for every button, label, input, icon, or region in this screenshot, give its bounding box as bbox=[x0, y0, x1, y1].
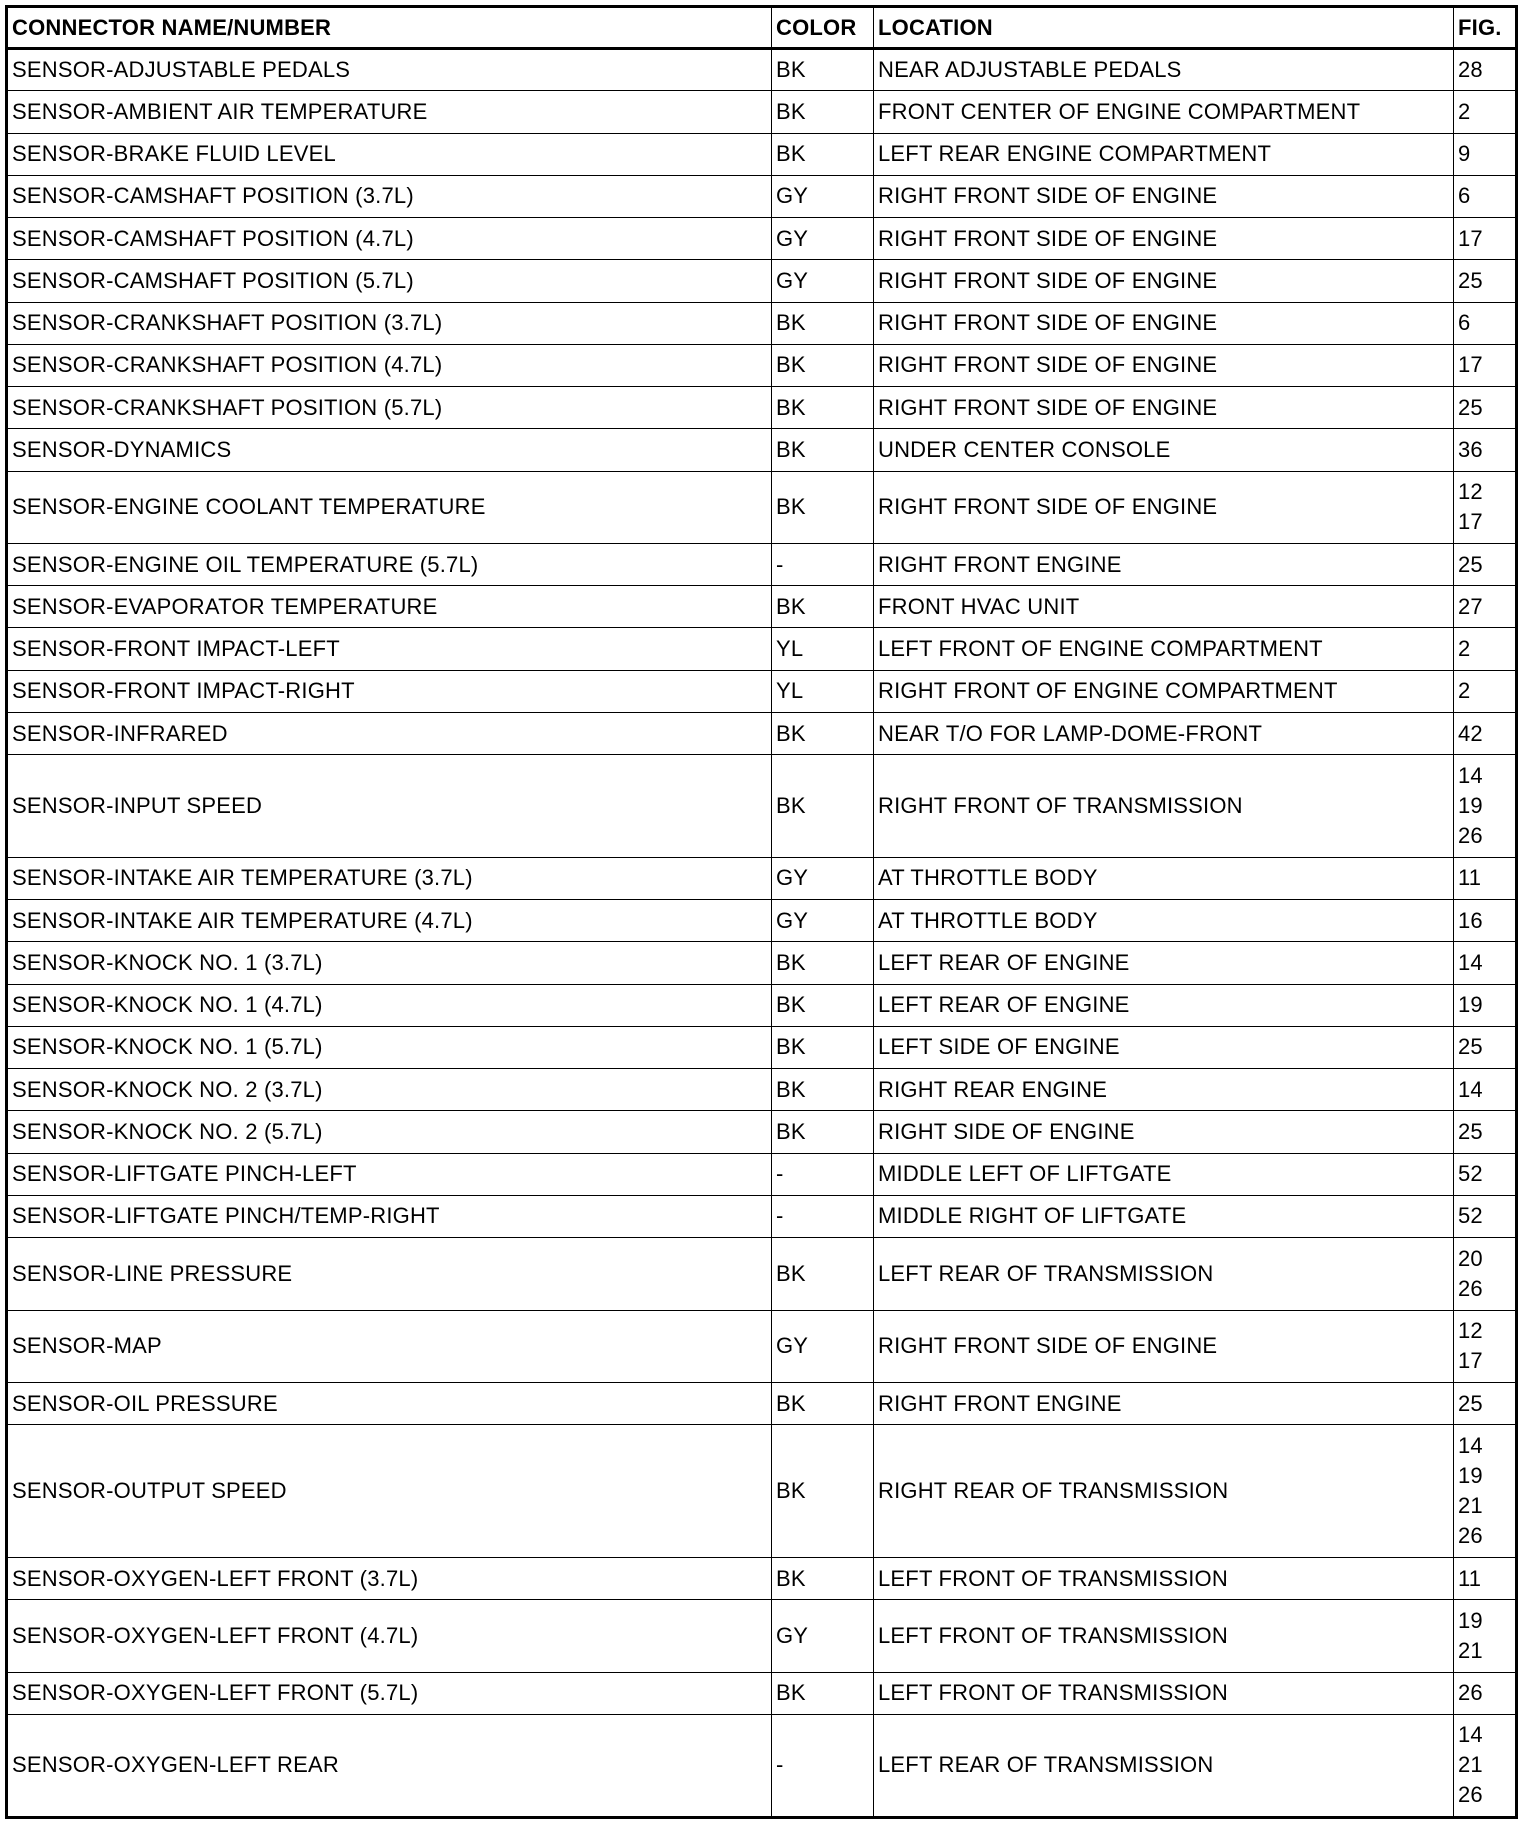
table-row bbox=[7, 1195, 1517, 1237]
color-cell: - bbox=[772, 543, 874, 585]
connector-name-cell: SENSOR-LINE PRESSURE bbox=[7, 1238, 772, 1310]
fig-cell bbox=[1454, 984, 1517, 1026]
fig-cell bbox=[1454, 1672, 1517, 1714]
location-cell: RIGHT FRONT OF TRANSMISSION bbox=[874, 755, 1454, 858]
color-cell: GY bbox=[772, 1310, 874, 1382]
location-cell: MIDDLE RIGHT OF LIFTGATE bbox=[874, 1195, 1454, 1237]
color-cell: YL bbox=[772, 670, 874, 712]
connector-name-cell: SENSOR-ENGINE OIL TEMPERATURE (5.7L) bbox=[7, 543, 772, 585]
location-cell: RIGHT REAR ENGINE bbox=[874, 1069, 1454, 1111]
table-row bbox=[7, 387, 1517, 429]
location-cell: RIGHT FRONT SIDE OF ENGINE bbox=[874, 471, 1454, 543]
location-cell: RIGHT SIDE OF ENGINE bbox=[874, 1111, 1454, 1153]
location-cell: LEFT FRONT OF TRANSMISSION bbox=[874, 1672, 1454, 1714]
location-cell: RIGHT FRONT OF ENGINE COMPARTMENT bbox=[874, 670, 1454, 712]
fig-cell bbox=[1454, 175, 1517, 217]
connector-name-cell: SENSOR-ENGINE COOLANT TEMPERATURE bbox=[7, 471, 772, 543]
table-row bbox=[7, 218, 1517, 260]
table-row bbox=[7, 543, 1517, 585]
location-cell: FRONT HVAC UNIT bbox=[874, 586, 1454, 628]
connector-name-cell: SENSOR-CAMSHAFT POSITION (5.7L) bbox=[7, 260, 772, 302]
fig-number: 17 bbox=[1458, 509, 1483, 535]
fig-cell bbox=[1454, 387, 1517, 429]
table-row bbox=[7, 984, 1517, 1026]
fig-number: 26 bbox=[1458, 1523, 1483, 1549]
location-cell: LEFT REAR OF TRANSMISSION bbox=[874, 1238, 1454, 1310]
location-cell: NEAR T/O FOR LAMP-DOME-FRONT bbox=[874, 712, 1454, 754]
color-cell: GY bbox=[772, 218, 874, 260]
location-cell: MIDDLE LEFT OF LIFTGATE bbox=[874, 1153, 1454, 1195]
color-cell: BK bbox=[772, 302, 874, 344]
color-cell: BK bbox=[772, 712, 874, 754]
fig-number: 6 bbox=[1458, 183, 1471, 209]
connector-name-cell: SENSOR-KNOCK NO. 1 (4.7L) bbox=[7, 984, 772, 1026]
fig-number: 14 bbox=[1458, 763, 1483, 788]
fig-number: 2 bbox=[1458, 636, 1471, 662]
table-header-row bbox=[7, 7, 1517, 49]
color-cell: BK bbox=[772, 984, 874, 1026]
connector-name-cell: SENSOR-OIL PRESSURE bbox=[7, 1382, 772, 1424]
connector-name-cell: SENSOR-INTAKE AIR TEMPERATURE (3.7L) bbox=[7, 857, 772, 899]
fig-number: 16 bbox=[1458, 907, 1483, 933]
table-row bbox=[7, 1238, 1517, 1310]
fig-cell bbox=[1454, 1558, 1517, 1600]
fig-number: 25 bbox=[1458, 394, 1483, 420]
table-row bbox=[7, 712, 1517, 754]
color-cell: BK bbox=[772, 471, 874, 543]
fig-cell bbox=[1454, 1600, 1517, 1672]
fig-cell bbox=[1454, 1153, 1517, 1195]
fig-number: 11 bbox=[1458, 865, 1482, 891]
table-row bbox=[7, 1672, 1517, 1714]
color-cell: BK bbox=[772, 586, 874, 628]
table-row bbox=[7, 1069, 1517, 1111]
table-row bbox=[7, 1382, 1517, 1424]
fig-number: 2 bbox=[1458, 678, 1471, 704]
connector-name-cell: SENSOR-INPUT SPEED bbox=[7, 755, 772, 858]
color-cell: - bbox=[772, 1714, 874, 1817]
connector-name-cell: SENSOR-AMBIENT AIR TEMPERATURE bbox=[7, 91, 772, 133]
connector-name-cell: SENSOR-LIFTGATE PINCH/TEMP-RIGHT bbox=[7, 1195, 772, 1237]
location-cell: RIGHT FRONT SIDE OF ENGINE bbox=[874, 175, 1454, 217]
fig-cell bbox=[1454, 1026, 1517, 1068]
connector-name-cell: SENSOR-CAMSHAFT POSITION (4.7L) bbox=[7, 218, 772, 260]
color-cell: BK bbox=[772, 49, 874, 91]
connector-name-cell: SENSOR-CRANKSHAFT POSITION (5.7L) bbox=[7, 387, 772, 429]
connector-name-cell: SENSOR-EVAPORATOR TEMPERATURE bbox=[7, 586, 772, 628]
color-cell: BK bbox=[772, 942, 874, 984]
table-row bbox=[7, 1714, 1517, 1817]
location-cell: RIGHT FRONT ENGINE bbox=[874, 1382, 1454, 1424]
header-color: COLOR bbox=[772, 7, 874, 49]
connector-name-cell: SENSOR-FRONT IMPACT-RIGHT bbox=[7, 670, 772, 712]
table-row bbox=[7, 1558, 1517, 1600]
header-location: LOCATION bbox=[874, 7, 1454, 49]
table-row bbox=[7, 755, 1517, 858]
fig-number: 28 bbox=[1458, 57, 1483, 83]
connector-name-cell: SENSOR-OXYGEN-LEFT FRONT (4.7L) bbox=[7, 1600, 772, 1672]
fig-number: 36 bbox=[1458, 436, 1483, 462]
table-body bbox=[7, 49, 1517, 1818]
connector-name-cell: SENSOR-INTAKE AIR TEMPERATURE (4.7L) bbox=[7, 900, 772, 942]
fig-number: 6 bbox=[1458, 310, 1471, 336]
table-row bbox=[7, 628, 1517, 670]
color-cell: - bbox=[772, 1195, 874, 1237]
location-cell: RIGHT FRONT SIDE OF ENGINE bbox=[874, 387, 1454, 429]
location-cell: LEFT FRONT OF ENGINE COMPARTMENT bbox=[874, 628, 1454, 670]
header-connector-name: CONNECTOR NAME/NUMBER bbox=[7, 7, 772, 49]
connector-name-cell: SENSOR-OUTPUT SPEED bbox=[7, 1425, 772, 1558]
connector-name-cell: SENSOR-CRANKSHAFT POSITION (3.7L) bbox=[7, 302, 772, 344]
fig-cell bbox=[1454, 586, 1517, 628]
connector-name-cell: SENSOR-DYNAMICS bbox=[7, 429, 772, 471]
table-row bbox=[7, 429, 1517, 471]
fig-number: 42 bbox=[1458, 720, 1483, 746]
fig-number: 21 bbox=[1458, 1637, 1483, 1663]
fig-number: 25 bbox=[1458, 267, 1483, 293]
fig-number: 20 bbox=[1458, 1245, 1483, 1271]
fig-number: 14 bbox=[1458, 1076, 1483, 1102]
location-cell: LEFT REAR OF TRANSMISSION bbox=[874, 1714, 1454, 1817]
fig-number: 26 bbox=[1458, 1275, 1483, 1301]
fig-number: 19 bbox=[1458, 1607, 1483, 1633]
fig-cell bbox=[1454, 1382, 1517, 1424]
fig-number: 14 bbox=[1458, 1433, 1483, 1459]
color-cell: GY bbox=[772, 260, 874, 302]
fig-cell bbox=[1454, 712, 1517, 754]
table-row bbox=[7, 344, 1517, 386]
table-row bbox=[7, 471, 1517, 543]
fig-cell bbox=[1454, 755, 1517, 858]
color-cell: BK bbox=[772, 133, 874, 175]
table-row bbox=[7, 1026, 1517, 1068]
location-cell: AT THROTTLE BODY bbox=[874, 857, 1454, 899]
color-cell: GY bbox=[772, 857, 874, 899]
table-row bbox=[7, 260, 1517, 302]
fig-cell bbox=[1454, 260, 1517, 302]
connector-name-cell: SENSOR-CRANKSHAFT POSITION (4.7L) bbox=[7, 344, 772, 386]
table-row bbox=[7, 175, 1517, 217]
connector-name-cell: SENSOR-OXYGEN-LEFT FRONT (3.7L) bbox=[7, 1558, 772, 1600]
fig-cell bbox=[1454, 857, 1517, 899]
fig-number: 2 bbox=[1458, 98, 1471, 124]
fig-number: 17 bbox=[1458, 352, 1483, 378]
fig-number: 25 bbox=[1458, 1034, 1483, 1060]
table-row bbox=[7, 670, 1517, 712]
location-cell: RIGHT FRONT SIDE OF ENGINE bbox=[874, 260, 1454, 302]
fig-number: 12 bbox=[1458, 1318, 1483, 1344]
connector-name-cell: SENSOR-OXYGEN-LEFT REAR bbox=[7, 1714, 772, 1817]
fig-number: 12 bbox=[1458, 479, 1483, 505]
fig-cell bbox=[1454, 91, 1517, 133]
connector-name-cell: SENSOR-MAP bbox=[7, 1310, 772, 1382]
fig-number: 25 bbox=[1458, 1118, 1483, 1144]
fig-number: 9 bbox=[1458, 141, 1471, 167]
location-cell: NEAR ADJUSTABLE PEDALS bbox=[874, 49, 1454, 91]
fig-number: 19 bbox=[1458, 1463, 1483, 1489]
color-cell: BK bbox=[772, 344, 874, 386]
color-cell: BK bbox=[772, 755, 874, 858]
fig-number: 14 bbox=[1458, 949, 1483, 975]
fig-cell bbox=[1454, 1425, 1517, 1558]
connector-name-cell: SENSOR-KNOCK NO. 2 (5.7L) bbox=[7, 1111, 772, 1153]
fig-cell bbox=[1454, 942, 1517, 984]
fig-cell bbox=[1454, 1714, 1517, 1817]
location-cell: RIGHT FRONT ENGINE bbox=[874, 543, 1454, 585]
table-row bbox=[7, 1310, 1517, 1382]
location-cell: AT THROTTLE BODY bbox=[874, 900, 1454, 942]
fig-cell bbox=[1454, 49, 1517, 91]
fig-number: 14 bbox=[1458, 1722, 1483, 1748]
connector-location-sheet bbox=[5, 5, 1515, 1819]
fig-cell bbox=[1454, 133, 1517, 175]
fig-number: 21 bbox=[1458, 1493, 1483, 1519]
table-row bbox=[7, 91, 1517, 133]
fig-number: 52 bbox=[1458, 1161, 1483, 1187]
table-row bbox=[7, 302, 1517, 344]
location-cell: RIGHT FRONT SIDE OF ENGINE bbox=[874, 218, 1454, 260]
color-cell: BK bbox=[772, 1382, 874, 1424]
fig-number: 26 bbox=[1458, 1680, 1483, 1706]
color-cell: - bbox=[772, 1153, 874, 1195]
fig-cell bbox=[1454, 344, 1517, 386]
fig-number: 27 bbox=[1458, 593, 1483, 619]
fig-number: 17 bbox=[1458, 225, 1483, 251]
color-cell: YL bbox=[772, 628, 874, 670]
table-row bbox=[7, 49, 1517, 91]
table-row bbox=[7, 857, 1517, 899]
color-cell: GY bbox=[772, 1600, 874, 1672]
color-cell: BK bbox=[772, 1026, 874, 1068]
table-row bbox=[7, 1425, 1517, 1558]
fig-number: 26 bbox=[1458, 823, 1483, 848]
table-row bbox=[7, 942, 1517, 984]
location-cell: LEFT FRONT OF TRANSMISSION bbox=[874, 1600, 1454, 1672]
connector-name-cell: SENSOR-CAMSHAFT POSITION (3.7L) bbox=[7, 175, 772, 217]
color-cell: BK bbox=[772, 1558, 874, 1600]
fig-cell bbox=[1454, 1111, 1517, 1153]
location-cell: LEFT SIDE OF ENGINE bbox=[874, 1026, 1454, 1068]
connector-table bbox=[5, 5, 1518, 1819]
location-cell: LEFT REAR OF ENGINE bbox=[874, 984, 1454, 1026]
connector-name-cell: SENSOR-BRAKE FLUID LEVEL bbox=[7, 133, 772, 175]
fig-cell bbox=[1454, 1069, 1517, 1111]
connector-name-cell: SENSOR-KNOCK NO. 1 (3.7L) bbox=[7, 942, 772, 984]
color-cell: GY bbox=[772, 900, 874, 942]
fig-number: 19 bbox=[1458, 992, 1483, 1018]
location-cell: LEFT REAR ENGINE COMPARTMENT bbox=[874, 133, 1454, 175]
table-row bbox=[7, 1111, 1517, 1153]
color-cell: GY bbox=[772, 175, 874, 217]
fig-cell bbox=[1454, 1238, 1517, 1310]
fig-number: 52 bbox=[1458, 1203, 1483, 1229]
fig-cell bbox=[1454, 1310, 1517, 1382]
color-cell: BK bbox=[772, 1238, 874, 1310]
connector-name-cell: SENSOR-OXYGEN-LEFT FRONT (5.7L) bbox=[7, 1672, 772, 1714]
fig-cell bbox=[1454, 900, 1517, 942]
table-row bbox=[7, 133, 1517, 175]
connector-name-cell: SENSOR-ADJUSTABLE PEDALS bbox=[7, 49, 772, 91]
fig-number: 19 bbox=[1458, 793, 1483, 818]
location-cell: FRONT CENTER OF ENGINE COMPARTMENT bbox=[874, 91, 1454, 133]
fig-cell bbox=[1454, 543, 1517, 585]
fig-number: 21 bbox=[1458, 1752, 1483, 1778]
location-cell: RIGHT REAR OF TRANSMISSION bbox=[874, 1425, 1454, 1558]
fig-cell bbox=[1454, 628, 1517, 670]
color-cell: BK bbox=[772, 1425, 874, 1558]
table-row bbox=[7, 1600, 1517, 1672]
connector-name-cell: SENSOR-KNOCK NO. 2 (3.7L) bbox=[7, 1069, 772, 1111]
connector-name-cell: SENSOR-INFRARED bbox=[7, 712, 772, 754]
location-cell: LEFT FRONT OF TRANSMISSION bbox=[874, 1558, 1454, 1600]
fig-number: 11 bbox=[1458, 1565, 1482, 1591]
fig-number: 17 bbox=[1458, 1348, 1483, 1374]
color-cell: BK bbox=[772, 429, 874, 471]
fig-cell bbox=[1454, 429, 1517, 471]
fig-cell bbox=[1454, 471, 1517, 543]
location-cell: LEFT REAR OF ENGINE bbox=[874, 942, 1454, 984]
fig-cell bbox=[1454, 218, 1517, 260]
table-row bbox=[7, 1153, 1517, 1195]
color-cell: BK bbox=[772, 91, 874, 133]
color-cell: BK bbox=[772, 1111, 874, 1153]
location-cell: UNDER CENTER CONSOLE bbox=[874, 429, 1454, 471]
location-cell: RIGHT FRONT SIDE OF ENGINE bbox=[874, 302, 1454, 344]
color-cell: BK bbox=[772, 1069, 874, 1111]
fig-number: 25 bbox=[1458, 551, 1483, 577]
fig-cell bbox=[1454, 302, 1517, 344]
color-cell: BK bbox=[772, 1672, 874, 1714]
connector-name-cell: SENSOR-FRONT IMPACT-LEFT bbox=[7, 628, 772, 670]
table-row bbox=[7, 900, 1517, 942]
fig-cell bbox=[1454, 670, 1517, 712]
fig-cell bbox=[1454, 1195, 1517, 1237]
table-row bbox=[7, 586, 1517, 628]
fig-number: 25 bbox=[1458, 1390, 1483, 1416]
location-cell: RIGHT FRONT SIDE OF ENGINE bbox=[874, 344, 1454, 386]
connector-name-cell: SENSOR-LIFTGATE PINCH-LEFT bbox=[7, 1153, 772, 1195]
fig-number: 26 bbox=[1458, 1782, 1483, 1808]
header-fig: FIG. bbox=[1454, 7, 1517, 49]
location-cell: RIGHT FRONT SIDE OF ENGINE bbox=[874, 1310, 1454, 1382]
color-cell: BK bbox=[772, 387, 874, 429]
connector-name-cell: SENSOR-KNOCK NO. 1 (5.7L) bbox=[7, 1026, 772, 1068]
